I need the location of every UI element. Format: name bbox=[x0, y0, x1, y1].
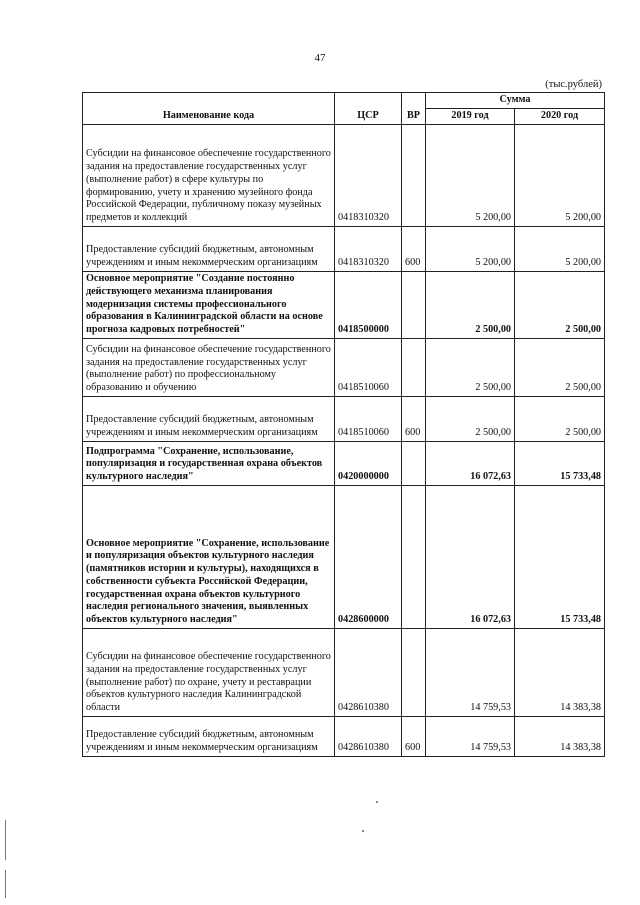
row-2019-cell: 2 500,00 bbox=[426, 338, 515, 396]
row-vr-cell bbox=[402, 441, 426, 485]
header-name: Наименование кода bbox=[83, 93, 335, 125]
row-2020-cell: 5 200,00 bbox=[515, 124, 605, 226]
table-row bbox=[83, 716, 605, 756]
row-2020-cell: 5 200,00 bbox=[515, 226, 605, 271]
row-2020-cell: 15 733,48 bbox=[515, 441, 605, 485]
row-name-cell: Предоставление субсидий бюджетным, автономным учреждениям и иным некоммерческим организациям bbox=[83, 716, 335, 756]
row-vr-cell bbox=[402, 271, 426, 338]
table-row bbox=[83, 124, 605, 226]
row-csr-cell: 0428610380 bbox=[335, 628, 402, 716]
row-name-cell: Предоставление субсидий бюджетным, автономным учреждениям и иным некоммерческим организациям bbox=[83, 396, 335, 441]
row-vr-cell bbox=[402, 628, 426, 716]
row-csr-cell: 0418510060 bbox=[335, 338, 402, 396]
table-row bbox=[83, 485, 605, 628]
row-name-cell: Субсидии на финансовое обеспечение государственного задания на предоставление государственных услуг (выполнение работ) по профессиональному образованию и обучению bbox=[83, 338, 335, 396]
table-row bbox=[83, 396, 605, 441]
header-2020: 2020 год bbox=[515, 108, 605, 124]
row-2020-cell: 14 383,38 bbox=[515, 716, 605, 756]
row-csr-cell: 0418510060 bbox=[335, 396, 402, 441]
row-csr-cell: 0418500000 bbox=[335, 271, 402, 338]
row-name-cell: Субсидии на финансовое обеспечение государственного задания на предоставление государственных услуг (выполнение работ) в сфере культуры по формированию, учету и хранению музейного фонда Российской Федерации, публичному показу музейных предметов и коллекций bbox=[83, 124, 335, 226]
scan-speck bbox=[362, 830, 364, 832]
row-2019-cell: 16 072,63 bbox=[426, 485, 515, 628]
row-csr-cell: 0428600000 bbox=[335, 485, 402, 628]
row-name-cell: Основное мероприятие "Сохранение, использование и популяризация объектов культурного наследия (памятников истории и культуры), находящихся в собственности субъекта Российской Федерации, государственная охрана объектов культурного наследия регионального значения, выявленных объектов культурного наследия" bbox=[83, 485, 335, 628]
row-2019-cell: 14 759,53 bbox=[426, 716, 515, 756]
row-vr-cell bbox=[402, 338, 426, 396]
table-header-row bbox=[83, 93, 605, 109]
row-vr-cell bbox=[402, 124, 426, 226]
row-2020-cell: 15 733,48 bbox=[515, 485, 605, 628]
margin-mark bbox=[5, 870, 6, 898]
margin-mark bbox=[5, 820, 6, 860]
header-2019: 2019 год bbox=[426, 108, 515, 124]
budget-table bbox=[82, 92, 605, 757]
scan-speck bbox=[376, 801, 378, 803]
row-vr-cell: 600 bbox=[402, 226, 426, 271]
row-2020-cell: 14 383,38 bbox=[515, 628, 605, 716]
table-row bbox=[83, 226, 605, 271]
row-2019-cell: 16 072,63 bbox=[426, 441, 515, 485]
row-name-cell: Подпрограмма "Сохранение, использование, популяризация и государственная охрана объектов культурного наследия" bbox=[83, 441, 335, 485]
table-row bbox=[83, 628, 605, 716]
row-name-cell: Предоставление субсидий бюджетным, автономным учреждениям и иным некоммерческим организациям bbox=[83, 226, 335, 271]
row-2020-cell: 2 500,00 bbox=[515, 271, 605, 338]
row-2019-cell: 5 200,00 bbox=[426, 226, 515, 271]
row-csr-cell: 0428610380 bbox=[335, 716, 402, 756]
table-row bbox=[83, 271, 605, 338]
row-csr-cell: 0418310320 bbox=[335, 226, 402, 271]
row-csr-cell: 0420000000 bbox=[335, 441, 402, 485]
row-2019-cell: 2 500,00 bbox=[426, 396, 515, 441]
row-2019-cell: 5 200,00 bbox=[426, 124, 515, 226]
units-label: (тыс.рублей) bbox=[545, 79, 602, 90]
row-vr-cell: 600 bbox=[402, 396, 426, 441]
row-name-cell: Субсидии на финансовое обеспечение государственного задания на предоставление государственных услуг (выполнение работ) по охране, учету и реставрации объектов культурного наследия Калининградской области bbox=[83, 628, 335, 716]
page-number: 47 bbox=[314, 52, 326, 64]
row-vr-cell: 600 bbox=[402, 716, 426, 756]
row-2019-cell: 2 500,00 bbox=[426, 271, 515, 338]
header-sum: Сумма bbox=[426, 93, 605, 109]
row-vr-cell bbox=[402, 485, 426, 628]
row-2019-cell: 14 759,53 bbox=[426, 628, 515, 716]
header-vr: ВР bbox=[402, 93, 426, 125]
table-row bbox=[83, 338, 605, 396]
row-2020-cell: 2 500,00 bbox=[515, 396, 605, 441]
row-2020-cell: 2 500,00 bbox=[515, 338, 605, 396]
table-row bbox=[83, 441, 605, 485]
header-csr: ЦСР bbox=[335, 93, 402, 125]
row-csr-cell: 0418310320 bbox=[335, 124, 402, 226]
row-name-cell: Основное мероприятие "Создание постоянно действующего механизма планирования модернизация системы профессионального образования в Калининградской области на основе прогноза кадровых потребностей" bbox=[83, 271, 335, 338]
